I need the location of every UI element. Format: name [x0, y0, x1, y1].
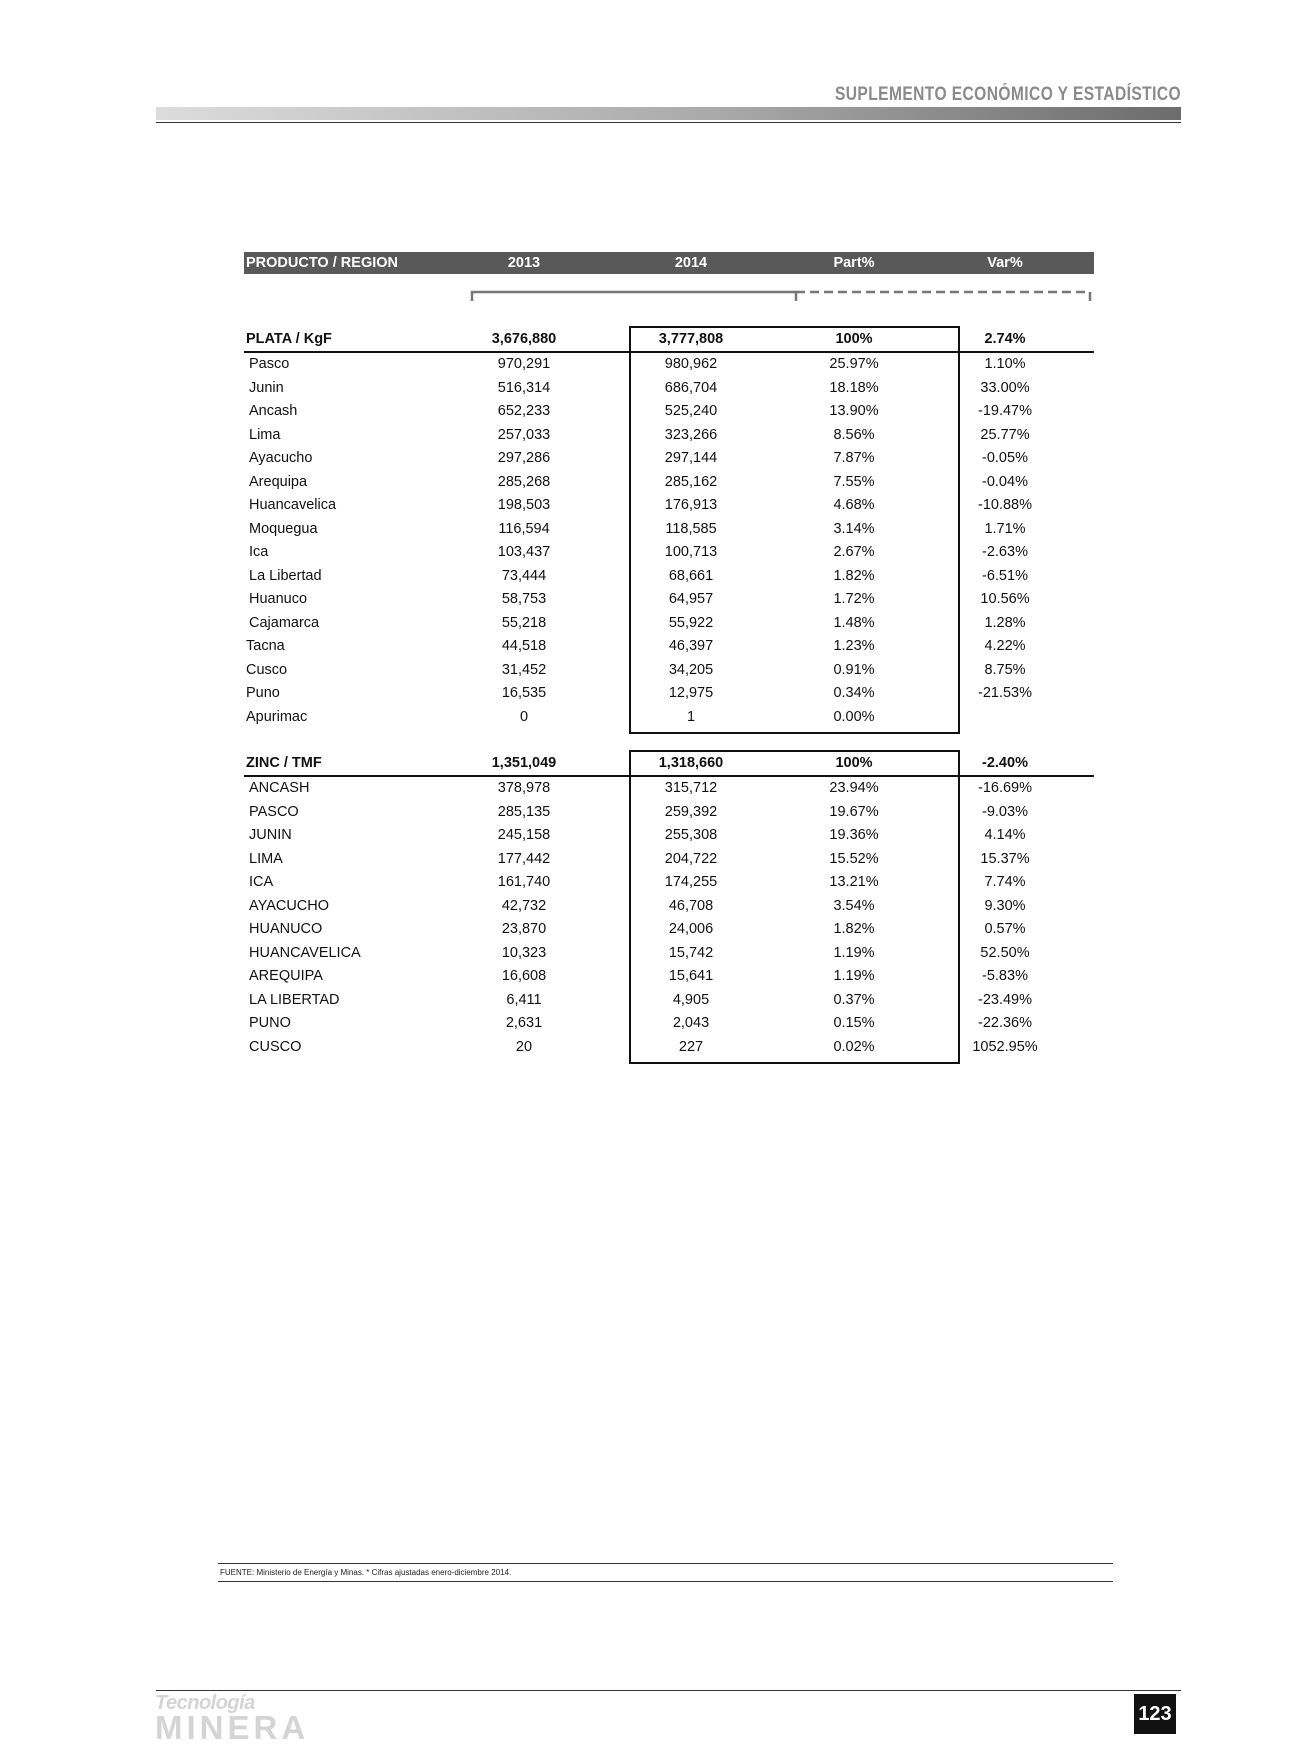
value-2013: 20: [515, 1038, 533, 1055]
value-2014: 525,240: [664, 403, 718, 419]
value-2013: 378,978: [497, 780, 551, 796]
value-var: 1.71%: [984, 520, 1026, 537]
value-part: 1.82%: [833, 567, 875, 584]
value-2014: 686,704: [664, 379, 718, 396]
value-part: 7.55%: [833, 473, 875, 490]
value-2013: 970,291: [497, 356, 551, 372]
value-2013: 652,233: [497, 403, 551, 419]
column-header-row: [244, 252, 1094, 274]
value-2013: 58,753: [501, 591, 547, 607]
value-2014: 285,162: [664, 473, 718, 490]
value-2014: 297,144: [664, 450, 718, 466]
region-name: PASCO: [249, 803, 299, 820]
value-var: 9.30%: [984, 897, 1026, 914]
value-var: -0.05%: [982, 450, 1028, 466]
value-2014: 15,742: [668, 944, 714, 961]
region-name: Lima: [249, 426, 281, 443]
value-var: -9.03%: [982, 803, 1028, 820]
value-2014: 55,922: [668, 614, 714, 631]
value-2014: 46,397: [668, 638, 714, 654]
value-part: 3.14%: [833, 520, 875, 537]
value-var: 1.28%: [984, 614, 1026, 631]
region-name: CUSCO: [249, 1038, 302, 1055]
value-2013: 42,732: [501, 897, 547, 914]
column-brackets: [244, 289, 1094, 309]
section-title: PLATA / KgF: [246, 331, 332, 347]
value-var: -5.83%: [982, 968, 1028, 984]
value-2013: 245,158: [497, 827, 551, 843]
value-2014: 15,641: [668, 968, 714, 984]
value-2014: 227: [678, 1038, 704, 1055]
region-name: La Libertad: [249, 567, 322, 584]
value-var: 4.14%: [984, 827, 1026, 843]
region-name: Ancash: [249, 403, 298, 419]
value-var: 25.77%: [980, 426, 1030, 443]
value-part: 0.34%: [833, 685, 875, 701]
header-rule: [156, 122, 1181, 123]
value-2013: 198,503: [497, 497, 551, 513]
header-title: SUPLEMENTO ECONÓMICO Y ESTADÍSTICO: [834, 84, 1181, 105]
value-2013: 23,870: [501, 921, 547, 937]
header-gradient-bar: [156, 107, 1181, 120]
value-var: -23.49%: [977, 991, 1032, 1008]
value-2013: 31,452: [501, 661, 547, 678]
total-value-2014: 3,777,808: [658, 331, 724, 347]
total-value-2014: 1,318,660: [658, 755, 724, 771]
value-2013: 44,518: [501, 638, 547, 654]
region-name: ANCASH: [249, 780, 310, 796]
value-2013: 257,033: [497, 426, 551, 443]
value-2013: 2,631: [505, 1015, 543, 1031]
brand-logo: [155, 1692, 310, 1746]
value-2013: 285,135: [497, 803, 551, 820]
value-2013: 116,594: [498, 520, 550, 537]
value-2013: 16,535: [501, 685, 547, 701]
value-var: -19.47%: [977, 403, 1032, 419]
value-2014: 46,708: [668, 897, 714, 914]
value-part: 4.68%: [833, 497, 875, 513]
region-name: Ica: [249, 544, 269, 560]
value-2013: 297,286: [497, 450, 551, 466]
value-part: 0.02%: [833, 1038, 875, 1055]
value-2013: 6,411: [506, 991, 542, 1008]
region-name: ICA: [249, 874, 274, 890]
value-2014: 64,957: [668, 591, 714, 607]
region-name: Cusco: [246, 661, 288, 678]
region-name: Moquegua: [249, 520, 318, 537]
region-name: LA LIBERTAD: [249, 991, 340, 1008]
value-part: 25.97%: [829, 356, 879, 372]
value-var: 7.74%: [984, 874, 1026, 890]
bracket-dashed: [796, 292, 1090, 301]
value-part: 7.87%: [833, 450, 875, 466]
value-var: 0.57%: [984, 921, 1026, 937]
value-2014: 1: [686, 708, 696, 725]
value-2014: 259,392: [664, 803, 718, 820]
value-part: 2.67%: [833, 544, 875, 560]
value-2013: 285,268: [497, 473, 551, 490]
region-name: Huancavelica: [249, 497, 337, 513]
total-value-part: 100%: [835, 331, 873, 347]
highlight-box-2014-part: [629, 326, 960, 734]
value-2014: 118,585: [665, 520, 717, 537]
value-2013: 0: [519, 708, 529, 725]
value-part: 0.15%: [833, 1015, 875, 1031]
value-part: 0.37%: [833, 991, 875, 1008]
region-name: HUANUCO: [249, 921, 323, 937]
total-value-var: 2.74%: [984, 331, 1026, 347]
page-number: 123: [1134, 1694, 1176, 1734]
value-part: 1.19%: [833, 968, 875, 984]
value-2013: 103,437: [497, 544, 551, 560]
footer-rule-top: [218, 1563, 1113, 1564]
value-2014: 255,308: [664, 827, 718, 843]
value-var: -16.69%: [977, 780, 1032, 796]
region-name: HUANCAVELICA: [249, 944, 361, 961]
value-var: -6.51%: [982, 567, 1028, 584]
value-part: 1.72%: [833, 591, 875, 607]
value-var: 1.10%: [984, 356, 1026, 372]
value-var: 33.00%: [980, 379, 1030, 396]
value-var: 15.37%: [980, 850, 1030, 867]
region-name: Tacna: [246, 638, 285, 654]
value-part: 15.52%: [829, 850, 879, 867]
value-part: 13.90%: [829, 403, 879, 419]
value-2013: 177,442: [497, 850, 551, 867]
value-2014: 34,205: [668, 661, 714, 678]
value-2014: 2,043: [672, 1015, 710, 1031]
value-2014: 315,712: [664, 780, 718, 796]
value-var: -21.53%: [977, 685, 1032, 701]
value-2014: 323,266: [664, 426, 718, 443]
value-var: -22.36%: [977, 1015, 1032, 1031]
value-var: 52.50%: [980, 944, 1030, 961]
value-var: 4.22%: [984, 638, 1026, 654]
region-name: Ayacucho: [249, 450, 313, 466]
brand-logo-line1: Tecnología: [155, 1692, 255, 1714]
value-part: 19.67%: [829, 803, 879, 820]
value-2014: 4,905: [672, 991, 710, 1008]
value-2013: 16,608: [501, 968, 547, 984]
bracket-solid: [472, 292, 796, 301]
value-part: 1.82%: [833, 921, 875, 937]
section-title: ZINC / TMF: [246, 755, 322, 771]
value-2014: 174,255: [664, 874, 718, 890]
footer-rule-bottom: [218, 1581, 1113, 1582]
value-part: 0.91%: [833, 661, 875, 678]
region-name: Puno: [246, 685, 280, 701]
region-name: Cajamarca: [249, 614, 320, 631]
region-name: Pasco: [249, 356, 290, 372]
region-name: Huanuco: [249, 591, 308, 607]
value-var: -0.04%: [982, 473, 1028, 490]
column-header-2013: 2013: [507, 255, 541, 271]
value-2014: 176,913: [664, 497, 718, 513]
value-2014: 68,661: [668, 567, 714, 584]
region-name: Arequipa: [249, 473, 308, 490]
bottom-rule: [156, 1690, 1181, 1691]
value-var: 8.75%: [984, 661, 1026, 678]
value-2014: 980,962: [664, 356, 718, 372]
value-part: 0.00%: [833, 708, 875, 725]
value-part: 19.36%: [829, 827, 879, 843]
value-var: 10.56%: [980, 591, 1030, 607]
region-name: PUNO: [249, 1015, 291, 1031]
region-name: LIMA: [249, 850, 283, 867]
total-value-2013: 1,351,049: [491, 755, 557, 771]
column-header-var: Var%: [987, 255, 1023, 271]
value-2013: 73,444: [501, 567, 547, 584]
region-name: AREQUIPA: [249, 968, 323, 984]
total-value-2013: 3,676,880: [491, 331, 557, 347]
value-part: 1.48%: [833, 614, 875, 631]
value-2014: 12,975: [668, 685, 714, 701]
value-2014: 100,713: [664, 544, 718, 560]
total-value-var: -2.40%: [982, 755, 1028, 771]
region-name: Apurimac: [246, 708, 308, 725]
value-2014: 24,006: [668, 921, 714, 937]
value-part: 3.54%: [833, 897, 875, 914]
column-header-product: PRODUCTO / REGION: [246, 255, 398, 271]
source-note: FUENTE: Ministerio de Energía y Minas. * Cifras ajustadas enero-diciembre 2014.: [220, 1568, 512, 1577]
region-name: AYACUCHO: [249, 897, 330, 914]
value-var: -2.63%: [982, 544, 1028, 560]
value-2013: 10,323: [501, 944, 547, 961]
column-header-part: Part%: [833, 255, 875, 271]
value-part: 1.23%: [833, 638, 875, 654]
value-part: 18.18%: [829, 379, 879, 396]
value-part: 1.19%: [833, 944, 875, 961]
value-var: 1052.95%: [972, 1038, 1038, 1055]
value-2013: 161,740: [497, 874, 551, 890]
region-name: Junin: [249, 379, 284, 396]
value-part: 23.94%: [829, 780, 879, 796]
total-value-part: 100%: [835, 755, 873, 771]
value-2013: 516,314: [497, 379, 551, 396]
column-header-2014: 2014: [674, 255, 708, 271]
region-name: JUNIN: [249, 827, 292, 843]
value-2014: 204,722: [664, 850, 718, 867]
value-part: 8.56%: [833, 426, 875, 443]
value-part: 13.21%: [829, 874, 879, 890]
value-var: -10.88%: [977, 497, 1032, 513]
highlight-box-2014-part: [629, 750, 960, 1064]
brand-logo-line2: MINERA: [155, 1709, 310, 1746]
value-2013: 55,218: [501, 614, 547, 631]
